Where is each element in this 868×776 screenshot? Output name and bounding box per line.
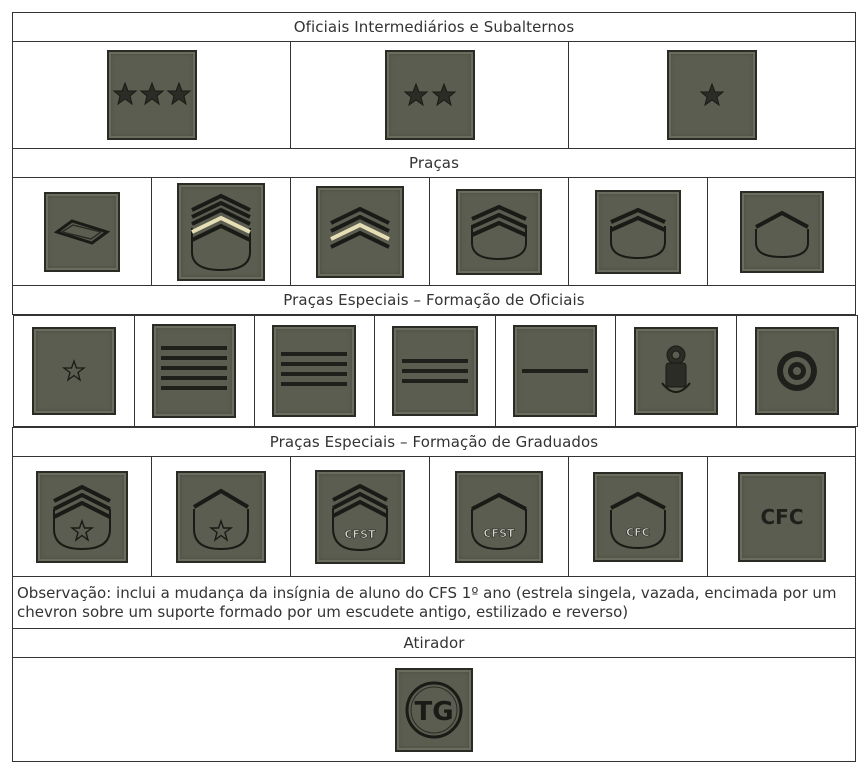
insignia-cell [708, 457, 856, 577]
target-circle-icon [755, 327, 839, 415]
chevron-outline-star-icon [176, 471, 266, 563]
three-stars-icon [107, 50, 197, 140]
section-title-special-graduates: Praças Especiais – Formação de Graduados [13, 428, 856, 457]
insignia-cell [615, 316, 736, 427]
chevron-two-icon [595, 190, 681, 274]
insignia-cell [569, 42, 856, 149]
insignia-cell [152, 457, 291, 577]
cfst-chevron-icon [455, 471, 543, 563]
chevron-one-gold-icon [316, 186, 404, 278]
chevron-two-gold-icon [177, 183, 265, 281]
cfst-chevron-icon [315, 470, 405, 564]
tg-label: TG [414, 696, 454, 727]
chevron-three-icon [456, 189, 542, 275]
observation-note: Observação: inclui a mudança da insígnia de aluno do CFS 1º ano (estrela singela, vazada, encimada por um chevron sobre um suporte formado por um escudete antigo, estilizado e reverso) [13, 577, 856, 629]
outline-star-icon [32, 327, 116, 415]
insignia-cell [291, 457, 430, 577]
cfst-label: CFST [344, 527, 376, 541]
insignia-cell [291, 42, 569, 149]
insignia-cell [708, 178, 856, 286]
chevron-one-icon [740, 191, 824, 273]
insignia-cell [430, 457, 569, 577]
insignia-cell [152, 178, 291, 286]
insignia-cell [13, 457, 152, 577]
insignia-cell [13, 42, 291, 149]
four-bars-icon [272, 325, 356, 417]
one-star-icon [667, 50, 757, 140]
chevron-star-shield-icon [36, 471, 128, 563]
cadet-emblem-icon [634, 327, 718, 415]
diamond-insignia-icon [44, 192, 120, 272]
insignia-cell [569, 178, 708, 286]
section-title-special-officers: Praças Especiais – Formação de Oficiais [13, 286, 856, 315]
cfc-text-icon [738, 472, 826, 562]
section-title-shooter: Atirador [13, 629, 856, 658]
one-bar-icon [513, 325, 597, 417]
insignia-cell [430, 178, 569, 286]
insignia-cell [13, 316, 134, 427]
insignia-cell [569, 457, 708, 577]
cfc-label: CFC [760, 504, 804, 529]
tg-roundel-icon [395, 668, 473, 752]
cfst-label: CFST [483, 526, 515, 540]
cfc-label: CFC [626, 525, 651, 539]
insignia-cell [13, 178, 152, 286]
cfc-chevron-icon [593, 472, 683, 562]
two-stars-icon [385, 50, 475, 140]
insignia-table [12, 12, 856, 762]
section-title-officers: Oficiais Intermediários e Subalternos [13, 13, 856, 42]
five-bars-icon [152, 324, 236, 418]
insignia-cell [374, 316, 495, 427]
insignia-cell [736, 316, 857, 427]
insignia-cell [291, 178, 430, 286]
insignia-cell [254, 316, 374, 427]
insignia-cell [134, 316, 254, 427]
three-bars-icon [392, 326, 478, 416]
section-title-enlisted: Praças [13, 149, 856, 178]
insignia-cell [495, 316, 615, 427]
insignia-cell [13, 658, 856, 762]
